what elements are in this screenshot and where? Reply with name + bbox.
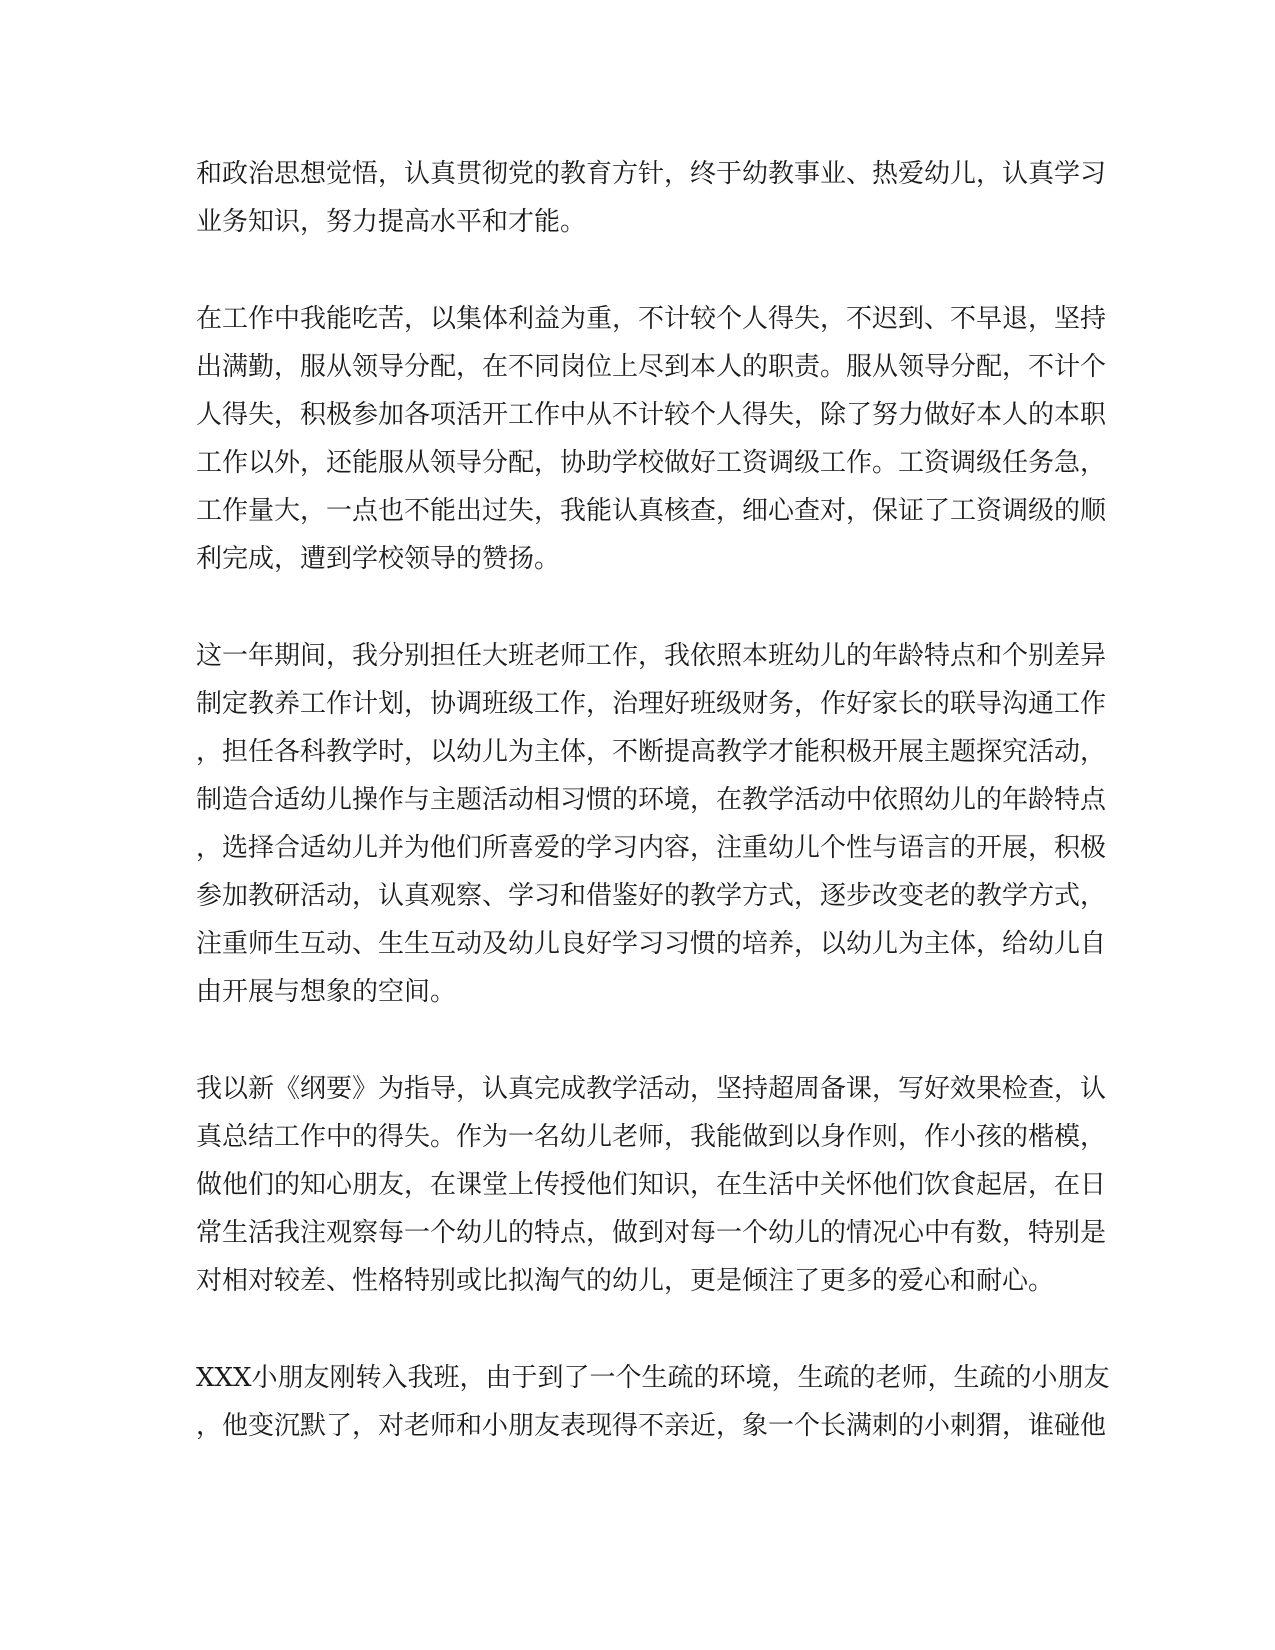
text-line: 注重师生互动、生生互动及幼儿良好学习习惯的培养，以幼儿为主体，给幼儿自 bbox=[196, 929, 1107, 959]
text-line: 出满勤，服从领导分配，在不同岗位上尽到本人的职责。服从领导分配，不计个 bbox=[196, 352, 1107, 382]
text-line: 和政治思想觉悟，认真贯彻党的教育方针，终于幼教事业、热爱幼儿，认真学习 bbox=[196, 159, 1107, 189]
text-line: 利完成，遭到学校领导的赞扬。 bbox=[196, 544, 561, 574]
text-line: ，他变沉默了，对老师和小朋友表现得不亲近，象一个长满刺的小刺猬，谁碰他 bbox=[196, 1411, 1107, 1441]
text-line: ，担任各科教学时，以幼儿为主体，不断提高教学才能积极开展主题探究活动， bbox=[196, 737, 1107, 767]
text-line: 工作量大，一点也不能出过失，我能认真核查，细心查对，保证了工资调级的顺 bbox=[196, 496, 1107, 526]
text-line: XXX小朋友刚转入我班，由于到了一个生疏的环境，生疏的老师，生疏的小朋友 bbox=[196, 1363, 1110, 1393]
paragraph-1 bbox=[196, 150, 1107, 246]
text-line: ，选择合适幼儿并为他们所喜爱的学习内容，注重幼儿个性与语言的开展，积极 bbox=[196, 833, 1107, 863]
text-line: 业务知识，努力提高水平和才能。 bbox=[196, 207, 587, 237]
document-body bbox=[196, 150, 1110, 1499]
text-line: 参加教研活动，认真观察、学习和借鉴好的教学方式，逐步改变老的教学方式， bbox=[196, 881, 1107, 911]
text-line: 制造合适幼儿操作与主题活动相习惯的环境，在教学活动中依照幼儿的年龄特点 bbox=[196, 785, 1107, 815]
text-line: 由开展与想象的空间。 bbox=[196, 977, 457, 1007]
text-line: 真总结工作中的得失。作为一名幼儿老师，我能做到以身作则，作小孩的楷模， bbox=[196, 1122, 1107, 1152]
text-line: 做他们的知心朋友，在课堂上传授他们知识，在生活中关怀他们饮食起居，在日 bbox=[196, 1170, 1107, 1200]
paragraph-4 bbox=[196, 1065, 1107, 1305]
text-line: 工作以外，还能服从领导分配，协助学校做好工资调级工作。工资调级任务急， bbox=[196, 448, 1107, 478]
text-line: 对相对较差、性格特别或比拟淘气的幼儿，更是倾注了更多的爱心和耐心。 bbox=[196, 1266, 1055, 1296]
paragraph-3 bbox=[196, 632, 1107, 1016]
text-line: 人得失，积极参加各项活开工作中从不计较个人得失，除了努力做好本人的本职 bbox=[196, 400, 1107, 430]
paragraph-5 bbox=[196, 1354, 1110, 1450]
paragraph-2 bbox=[196, 295, 1107, 583]
text-line: 常生活我注观察每一个幼儿的特点，做到对每一个幼儿的情况心中有数，特别是 bbox=[196, 1218, 1107, 1248]
text-line: 制定教养工作计划，协调班级工作，治理好班级财务，作好家长的联导沟通工作 bbox=[196, 689, 1107, 719]
text-line: 在工作中我能吃苦，以集体利益为重，不计较个人得失，不迟到、不早退，坚持 bbox=[196, 304, 1107, 334]
text-line: 我以新《纲要》为指导，认真完成教学活动，坚持超周备课，写好效果检查，认 bbox=[196, 1074, 1107, 1104]
text-line: 这一年期间，我分别担任大班老师工作，我依照本班幼儿的年龄特点和个别差异 bbox=[196, 641, 1107, 671]
